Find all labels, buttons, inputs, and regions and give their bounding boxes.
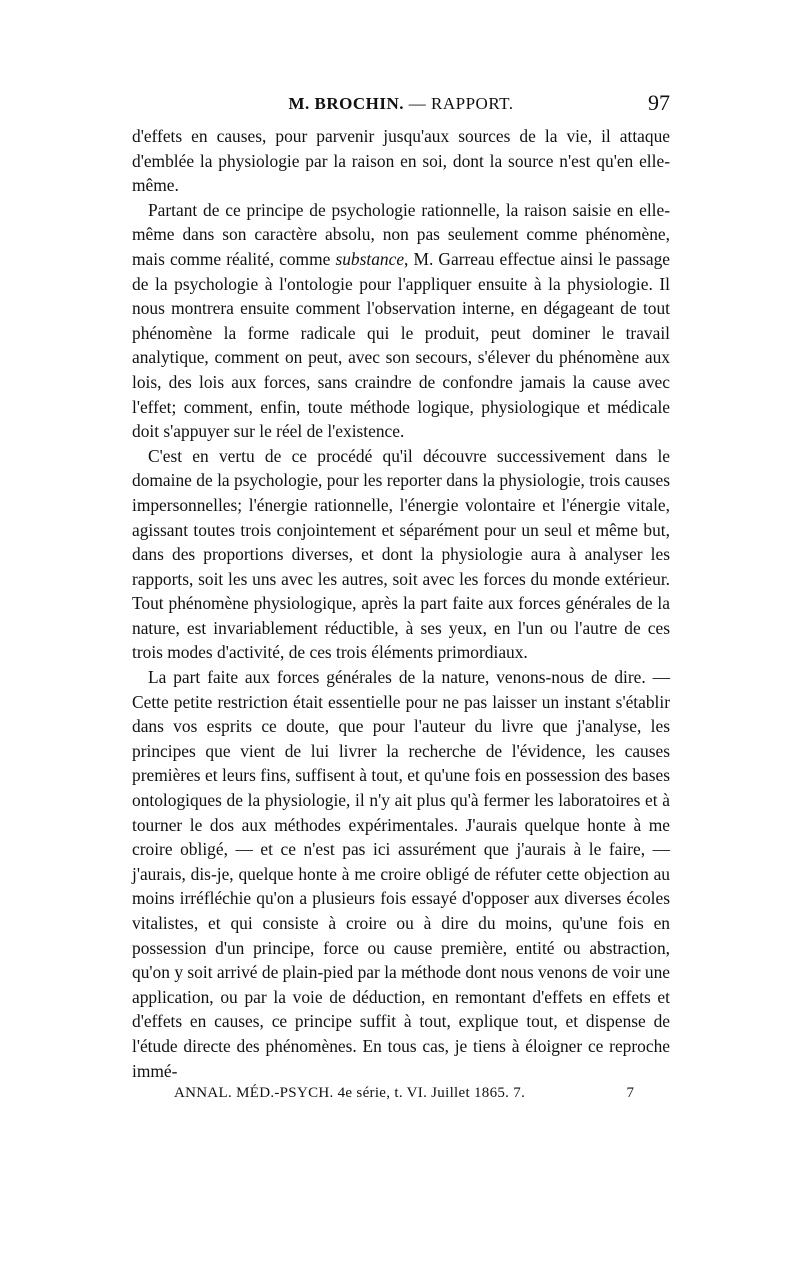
body-text	[132, 124, 670, 1083]
paragraph-2-part-1: Partant de ce principe de psychologie rationnelle, la raison saisie en elle-même dans son caractère absolu, non pas seulement comme phénomène, mais comme réalité, comme	[132, 199, 670, 269]
paragraph-1: d'effets en causes, pour parvenir jusqu'aux sources de la vie, il attaque d'emblée la physiologie par la raison en soi, dont la source n'est qu'en elle-même.	[132, 126, 670, 196]
running-head	[132, 90, 670, 124]
page-number: 97	[648, 90, 670, 115]
paragraph-2-part-2: , M. Garreau effectue ainsi le passage de la psychologie à l'ontologie pour l'appliquer ensuite à la physiologie. Il nous montrera ensuite comment l'observation interne, en dégageant de tout phénomène la forme radicale qui le produit, peut dominer le travail analytique, comment on peut, avec son secours, s'élever du phénomène aux lois, des lois aux forces, sans craindre de confondre jamais la cause avec l'effet; comment, enfin, toute méthode logique, physiologique et médicale doit s'appuyer sur le réel de l'existence.	[132, 248, 670, 442]
signature-mark: 7	[626, 1085, 634, 1101]
paragraph-3: C'est en vertu de ce procédé qu'il découvre successivement dans le domaine de la psychologie, pour les reporter dans la physiologie, trois causes impersonnelles; l'énergie rationnelle, l'énergie volontaire et l'énergie vitale, agissant toutes trois conjointement et séparément pour un seul et même but, dans des proportions diverses, et dont la physiologie aura à analyser les rapports, soit les uns avec les autres, soit avec les forces du monde extérieur. Tout phénomène physiologique, après la part faite aux forces générales de la nature, est invariablement réductible, à ses yeux, en l'un ou l'autre de ces trois modes d'activité, de ces trois éléments primordiaux.	[132, 445, 670, 663]
page	[132, 90, 670, 1083]
paragraph-2-emphasis: substance	[335, 248, 405, 269]
title-separator: —	[404, 94, 432, 113]
paragraph-4: La part faite aux forces générales de la nature, venons-nous de dire. — Cette petite restriction était essentielle pour ne pas laisser un instant s'établir dans vos esprits ce doute, que pour l'auteur du livre que j'analyse, les principes que vient de lui livrer la recherche de l'évidence, les causes premières et leurs fins, suffisent à tout, et qu'une fois en possession des bases ontologiques de la physiologie, il n'y ait plus qu'à fermer les laboratoires et à tourner le dos aux méthodes expérimentales. J'aurais quelque honte à me croire obligé, — et ce n'est pas ici assurément que j'aurais à le faire, — j'aurais, dis-je, quelque honte à me croire obligé de réfuter cette objection au moins irréfléchie qu'on a plusieurs fois essayé d'opposer aux diverses écoles vitalistes, et qui consiste à croire ou à dire du moins, qu'une fois en possession d'un principe, force ou cause première, entité ou abstraction, qu'on y soit arrivé de plain-pied par la méthode dont nous venons de voir une application, ou par la voie de déduction, en remontant d'effets en effets et d'effets en causes, ce principe suffit à tout, explique tout, et dispense de l'étude directe des phénomènes. En tous cas, je tiens à éloigner ce reproche immé-	[132, 667, 670, 1081]
footer-reference: ANNAL. MÉD.-PSYCH. 4e série, t. VI. Juillet 1865. 7.	[174, 1085, 526, 1101]
footer	[174, 1085, 654, 1102]
paragraph-2	[132, 198, 670, 444]
running-head-title	[132, 94, 670, 114]
author-name: M. BROCHIN.	[288, 94, 405, 113]
section-name: RAPPORT.	[431, 94, 514, 113]
